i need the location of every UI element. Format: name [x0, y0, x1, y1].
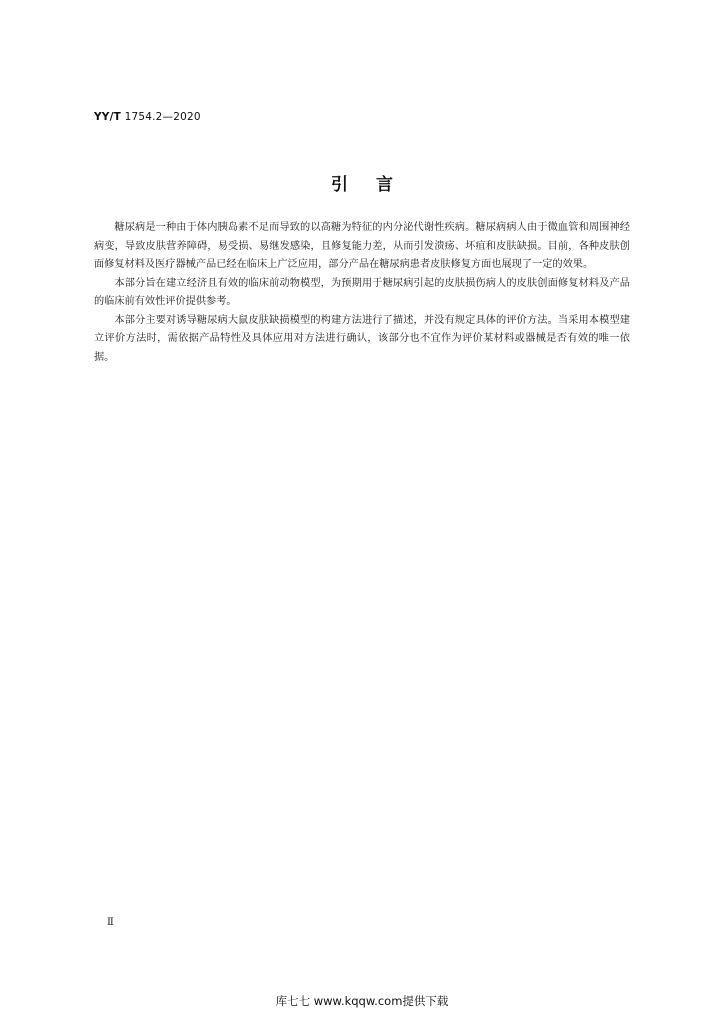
section-title: 引言: [331, 175, 421, 195]
introduction-body: [94, 219, 630, 367]
standard-number: 1754.2—2020: [124, 111, 201, 123]
paragraph-2: 本部分旨在建立经济且有效的临床前动物模型，为预期用于糖尿病引起的皮肤损伤病人的皮肤创面修复材料及产品的临床前有效性评价提供参考。: [94, 277, 630, 307]
paragraph-3: 本部分主要对诱导糖尿病大鼠皮肤缺损模型的构建方法进行了描述，并没有规定具体的评价方法。当采用本模型建立评价方法时，需依据产品特性及具体应用对方法进行确认，该部分也不宜作为评价某材料或器械是否有效的唯一依据。: [94, 314, 630, 363]
page-number: Ⅱ: [107, 917, 114, 928]
standard-code: [94, 111, 201, 123]
standard-prefix: YY/T: [94, 111, 122, 123]
download-footer: 库七七 www.kqqw.com提供下载: [275, 994, 449, 1008]
paragraph-1: 糖尿病是一种由于体内胰岛素不足而导致的以高糖为特征的内分泌代谢性疾病。糖尿病病人由于微血管和周围神经病变，导致皮肤营养障碍，易受损、易继发感染，且修复能力差，从而引发溃疡、坏疽和皮肤缺损。目前，各种皮肤创面修复材料及医疗器械产品已经在临床上广泛应用，部分产品在糖尿病患者皮肤修复方面也展现了一定的效果。: [94, 222, 630, 270]
